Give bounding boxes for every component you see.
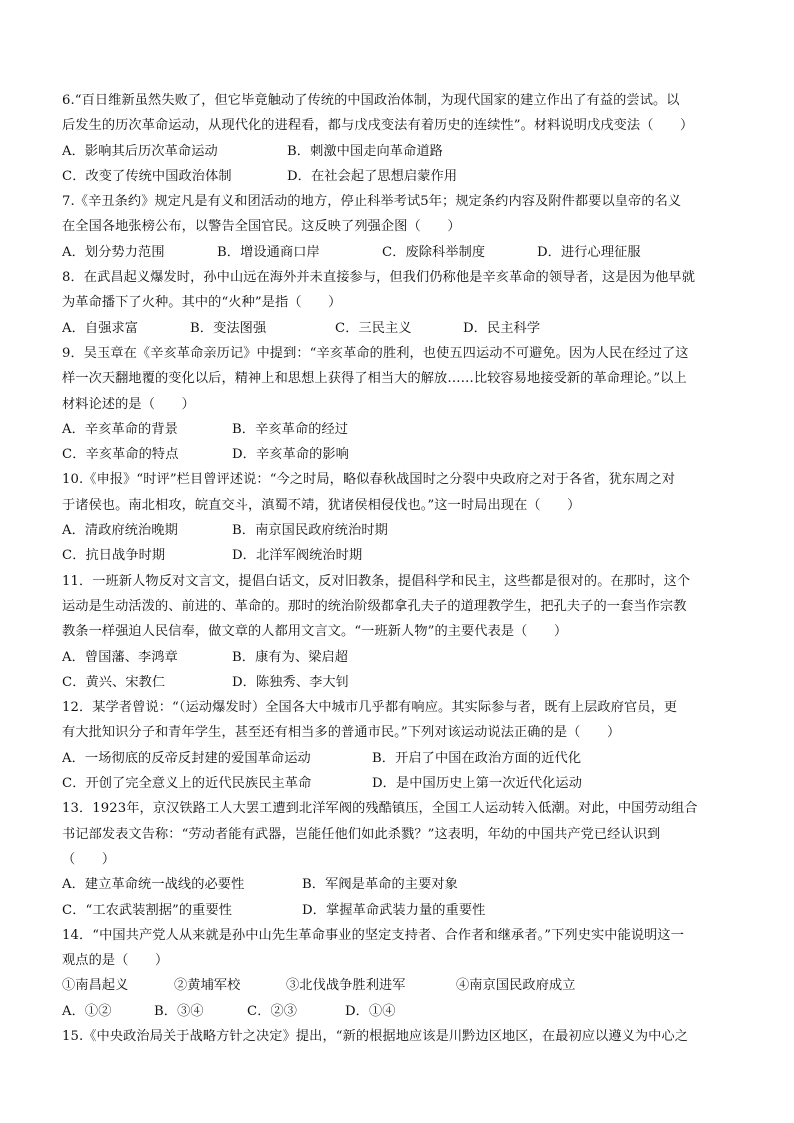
question-11: [62, 569, 734, 695]
question-12: [62, 695, 734, 796]
question-stem: 书记部发表文告称：“劳动者能有武器，岂能任他们如此杀戮？”这表明，年幼的中国共产党已经认识到: [62, 826, 661, 842]
list-item: ②黄埔军校: [174, 978, 241, 994]
option-c: C．黄兴、宋教仁: [62, 674, 166, 690]
question-8: [62, 265, 734, 341]
question-stem: 13．1923年，京汉铁路工人大罢工遭到北洋军阀的残酷镇压，全国工人运动转入低潮。对此，中国劳动组合: [62, 801, 698, 817]
option-d: D．北洋军阀统治时期: [232, 548, 363, 564]
question-stem: 8．在武昌起义爆发时，孙中山远在海外并未直接参与，但我们仍称他是辛亥革命的领导者，这是因为他早就: [62, 270, 695, 286]
question-stem: 样一次天翻地覆的变化以后，精神上和思想上获得了相当大的解放……比较容易地接受新的革命理论。”以上: [62, 371, 687, 387]
option-d: D．在社会起了思想启蒙作用: [287, 168, 458, 184]
option-c: C．“工农武装割据”的重要性: [62, 902, 233, 918]
question-stem: 9．吴玉章在《辛亥革命亲历记》中提到：“辛亥革命的胜利，也使五四运动不可避免。因为人民在经过了这: [62, 345, 689, 361]
option-a: A．建立革命统一战线的必要性: [62, 877, 245, 893]
option-b: B．③④: [154, 1003, 204, 1019]
option-c: C．改变了传统中国政治体制: [62, 168, 232, 184]
option-c: C．三民主义: [335, 320, 412, 336]
list-item: ①南昌起义: [62, 978, 129, 994]
question-10: [62, 467, 734, 568]
option-b: B．辛亥革命的经过: [232, 421, 349, 437]
question-stem: 在全国各地张榜公布，以警告全国官民。这反映了列强企图（ ）: [62, 219, 461, 235]
option-a: A．辛亥革命的背景: [62, 421, 178, 437]
question-15: [62, 1024, 734, 1049]
option-b: B．康有为、梁启超: [232, 649, 349, 665]
option-a: A．①②: [62, 1003, 112, 1019]
question-stem: 7.《辛丑条约》规定凡是有义和团活动的地方，停止科举考试5年；规定条约内容及附件都要以皇帝的名义: [62, 194, 682, 210]
question-stem: 有大批知识分子和青年学生，甚至还有相当多的普通市民。”下列对该运动说法正确的是（ ）: [62, 725, 621, 741]
question-stem: 14．“中国共产党人从来就是孙中山先生革命事业的坚定支持者、合作者和继承者。”下列史实中能说明这一: [62, 927, 684, 943]
question-stem: 10.《申报》“时评”栏目曾评述说：“今之时局，略似春秋战国时之分裂中央政府之对于各省，犹东周之对: [62, 472, 676, 488]
question-13: [62, 796, 734, 922]
list-item: ④南京国民政府成立: [456, 978, 576, 994]
question-stem: 于诸侯也。南北相攻，皖直交斗，滇蜀不靖，犹诸侯相侵伐也。”这一时局出现在（ ）: [62, 497, 581, 513]
option-c: C．辛亥革命的特点: [62, 447, 179, 463]
question-stem: 15.《中央政治局关于战略方针之决定》提出，“新的根据地应该是川黔边区地区，在最初应以遵义为中心之: [62, 1028, 689, 1044]
question-stem: 12．某学者曾说：“（运动爆发时）全国各大中城市几乎都有响应。其实际参与者，既有上层政府官员，更: [62, 700, 678, 716]
option-c: C．开创了完全意义上的近代民族民主革命: [62, 776, 312, 792]
option-b: B．开启了中国在政治方面的近代化: [372, 750, 582, 766]
question-9: [62, 341, 734, 467]
option-d: D．陈独秀、李大钊: [232, 674, 349, 690]
option-b: B．变法图强: [190, 320, 267, 336]
question-stem: 6.“百日维新虽然失败了，但它毕竟触动了传统的中国政治体制，为现代国家的建立作出了有益的尝试。以: [62, 93, 680, 108]
question-stem: 后发生的历次革命运动，从现代化的进程看，都与戊戌变法有着历史的连续性”。材料说明戊戌变法（ ）: [62, 118, 694, 134]
question-stem: （ ）: [62, 851, 116, 867]
option-d: D．掌握革命武装力量的重要性: [302, 902, 486, 918]
option-d: D．是中国历史上第一次近代化运动: [372, 776, 582, 792]
option-b: B．军阀是革命的主要对象: [302, 877, 458, 893]
option-a: A．自强求富: [62, 320, 139, 336]
option-c: C．废除科举制度: [382, 244, 486, 260]
question-stem: 材料论述的是（ ）: [62, 396, 195, 412]
option-d: D．辛亥革命的影响: [232, 447, 349, 463]
option-d: D．进行心理征服: [537, 244, 641, 260]
list-item: ③北伐战争胜利进军: [286, 978, 406, 994]
question-stem: 运动是生动活泼的、前进的、革命的。那时的统治阶级都拿孔夫子的道理教学生，把孔夫子的一套当作宗教: [62, 598, 687, 614]
option-a: A．曾国藩、李鸿章: [62, 649, 178, 665]
option-b: B．刺激中国走向革命道路: [287, 143, 443, 159]
option-b: B．南京国民政府统治时期: [232, 523, 388, 539]
option-a: A．划分势力范围: [62, 244, 165, 260]
option-d: D．①④: [345, 1003, 396, 1019]
option-a: A．影响其后历次革命运动: [62, 143, 218, 159]
question-stem: 11．一班新人物反对文言文，提倡白话文，反对旧教条，提倡科学和民主，这些都是很对的。在那时，这个: [62, 573, 691, 589]
question-stem: 观点的是（ ）: [62, 953, 169, 969]
question-stem: 为革命播下了火种。其中的“火种”是指（ ）: [62, 295, 342, 311]
option-c: C．②③: [247, 1003, 298, 1019]
exam-page: [62, 88, 734, 1049]
question-7: [62, 189, 734, 265]
option-d: D．民主科学: [463, 320, 541, 336]
question-14: [62, 923, 734, 1024]
option-a: A．清政府统治晚期: [62, 523, 178, 539]
option-a: A．一场彻底的反帝反封建的爱国革命运动: [62, 750, 311, 766]
option-c: C．抗日战争时期: [62, 548, 166, 564]
option-b: B．增设通商口岸: [217, 244, 320, 260]
question-6: [62, 88, 734, 189]
question-stem: 教条一样强迫人民信奉，做文章的人都用文言文。“一班新人物”的主要代表是（ ）: [62, 624, 568, 640]
